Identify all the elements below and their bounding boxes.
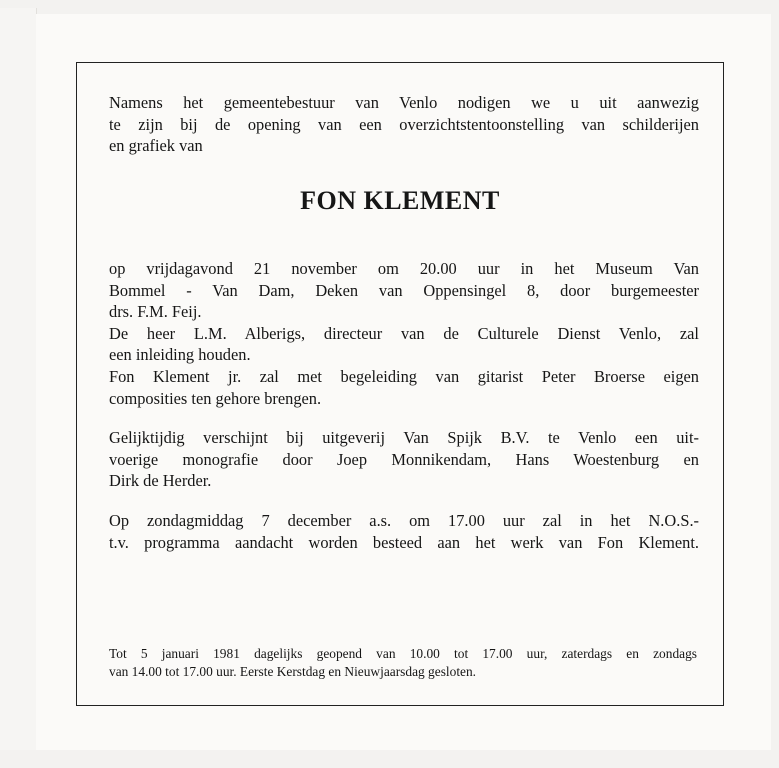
details-line: Fon Klement jr. zal met begeleiding van gitarist Peter Broerse eigen <box>109 366 699 386</box>
tv-line: t.v. programma aandacht worden besteed aan het werk van Fon Klement. <box>109 532 699 552</box>
footer-line: van 14.00 tot 17.00 uur. Eerste Kerstdag en Nieuwjaarsdag gesloten. <box>109 664 477 679</box>
intro-line: te zijn bij de opening van een overzichtstentoonstelling van schilderijen <box>109 114 699 134</box>
opening-details-paragraph <box>109 258 699 409</box>
details-line: een inleiding houden. <box>109 345 251 365</box>
tv-line: Op zondagmiddag 7 december a.s. om 17.00 uur zal in het N.O.S.- <box>109 511 699 530</box>
artist-name-title: FON KLEMENT <box>300 186 500 215</box>
details-line: op vrijdagavond 21 november om 20.00 uur in het Museum Van <box>109 259 699 278</box>
intro-line: en grafiek van <box>109 136 203 156</box>
details-line: Bommel - Van Dam, Deken van Oppensingel 8, door burgemeester <box>109 280 699 300</box>
publication-paragraph <box>109 427 699 492</box>
opening-hours-footer <box>109 645 697 681</box>
publication-line: voerige monografie door Joep Monnikendam, Hans Woestenburg en <box>109 449 699 469</box>
publication-line: Gelijktijdig verschijnt bij uitgeverij Van Spijk B.V. te Venlo een uit- <box>109 428 699 447</box>
card-left-flap <box>0 8 37 750</box>
details-line: composities ten gehore brengen. <box>109 388 322 408</box>
publication-line: Dirk de Herder. <box>109 471 212 491</box>
intro-paragraph <box>109 92 699 157</box>
details-line: drs. F.M. Feij. <box>109 302 202 322</box>
details-line: De heer L.M. Alberigs, directeur van de Culturele Dienst Venlo, zal <box>109 323 699 343</box>
intro-line: Namens het gemeentebestuur van Venlo nodigen we u uit aanwezig <box>109 93 699 112</box>
tv-broadcast-paragraph <box>109 510 699 553</box>
footer-line: Tot 5 januari 1981 dagelijks geopend van 10.00 tot 17.00 uur, zaterdags en zondags <box>109 646 697 661</box>
